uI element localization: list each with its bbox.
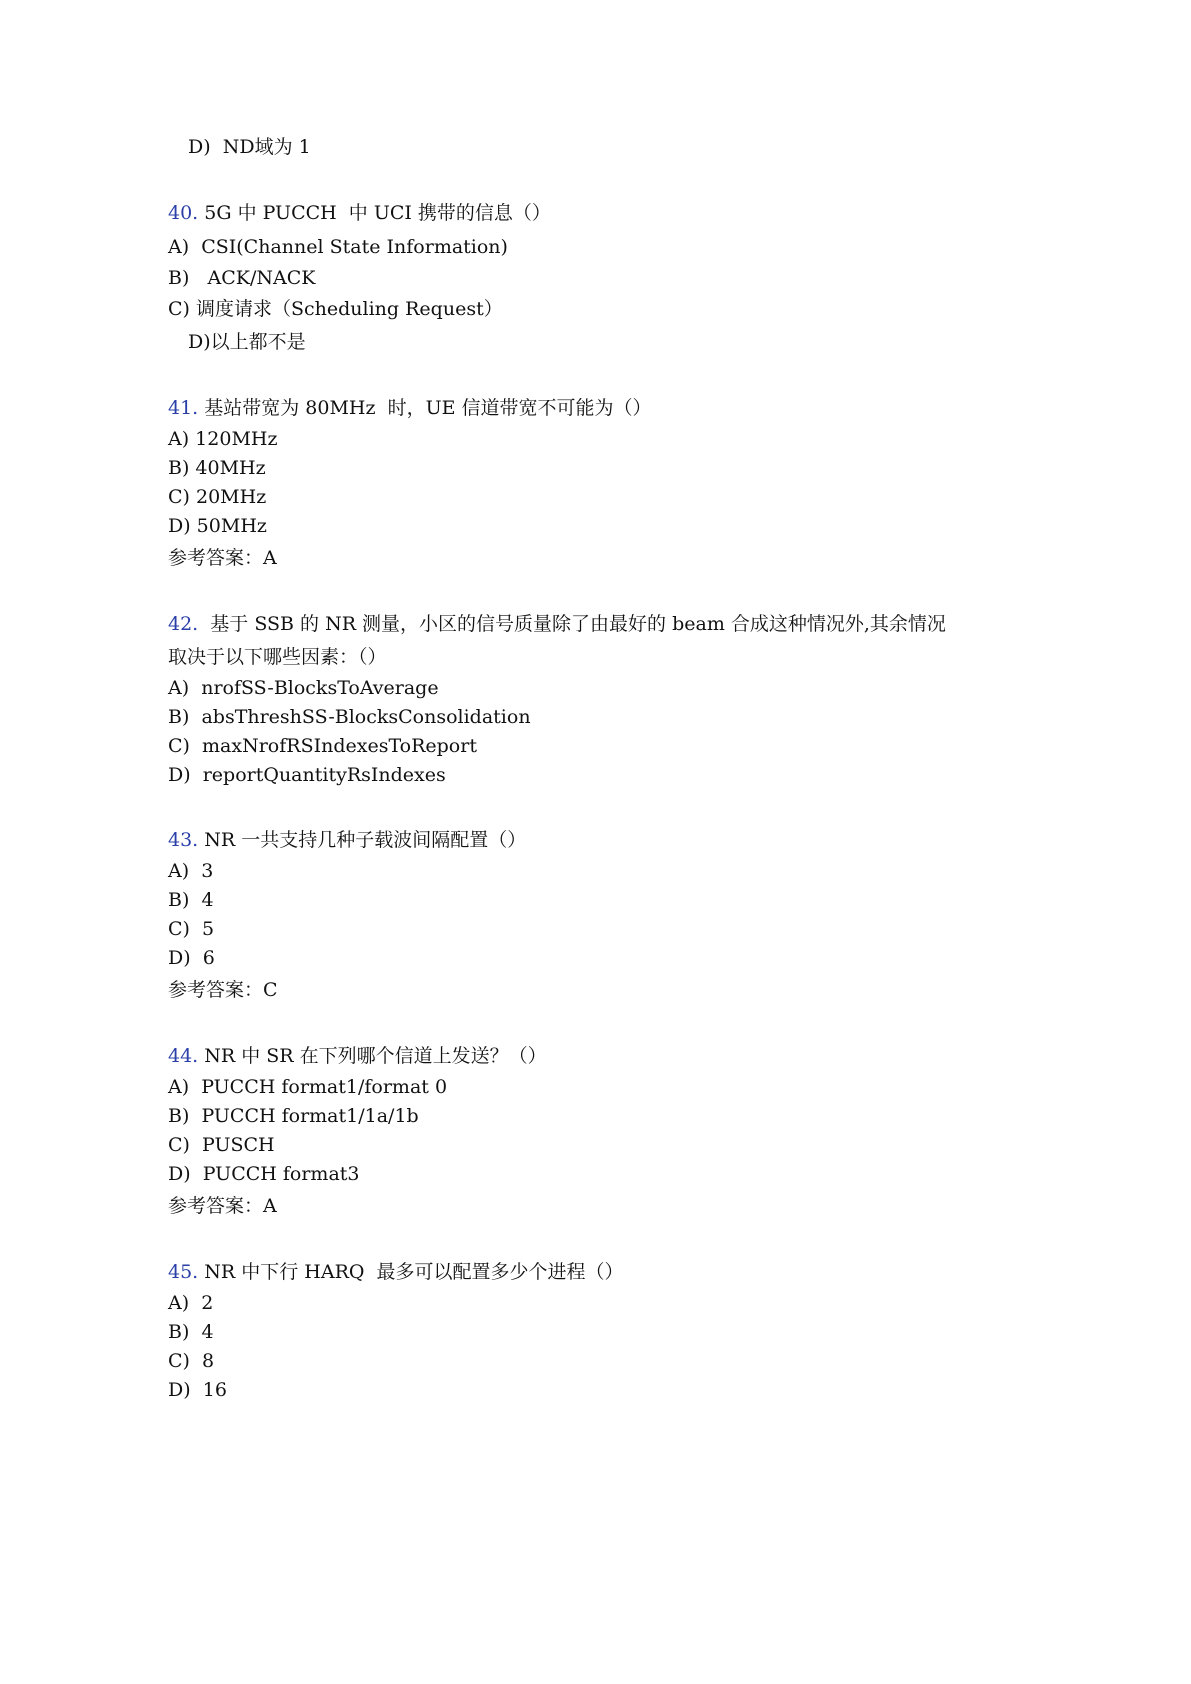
q44-option-c: C) PUSCH [168,1134,275,1156]
q45-option-b: B) 4 [168,1321,214,1343]
q44-text: NR 中 SR 在下列哪个信道上发送？（） [204,1045,547,1067]
q40-text: 5G 中 PUCCH 中 UCI 携带的信息（） [204,202,551,224]
q42-option-d: D) reportQuantityRsIndexes [168,764,446,786]
q41-option-a: A) 120MHz [168,428,278,450]
q43-text: NR 一共支持几种子载波间隔配置（） [204,829,527,851]
q40-number: 40. [168,202,199,224]
q43-option-c: C) 5 [168,918,215,940]
q45-option-d: D) 16 [168,1379,227,1401]
q44-stem [168,1043,547,1069]
q40-option-c: C) 调度请求（Scheduling Request） [168,298,503,320]
q41-number: 41. [168,397,199,419]
q42-number: 42. [168,613,199,635]
q40-stem [168,200,551,226]
q44-option-d: D) PUCCH format3 [168,1163,360,1185]
q45-number: 45. [168,1261,199,1283]
q43-number: 43. [168,829,199,851]
q42-option-c: C) maxNrofRSIndexesToReport [168,735,477,757]
q42-text: 基于 SSB 的 NR 测量，小区的信号质量除了由最好的 beam 合成这种情况外,其余情况 [204,613,946,635]
q41-text: 基站带宽为 80MHz 时，UE 信道带宽不可能为（） [204,397,652,419]
q42-stem-line2: 取决于以下哪些因素：（） [168,646,387,668]
q44-option-a: A) PUCCH format1/format 0 [168,1076,448,1098]
q43-answer: 参考答案：C [168,979,278,1001]
q45-option-a: A) 2 [168,1292,214,1314]
q41-answer: 参考答案：A [168,547,277,569]
q42-option-a: A) nrofSS-BlocksToAverage [168,677,439,699]
q42-option-b: B) absThreshSS-BlocksConsolidation [168,706,531,728]
q41-option-c: C) 20MHz [168,486,267,508]
q44-number: 44. [168,1045,199,1067]
q44-answer: 参考答案：A [168,1195,277,1217]
q43-option-a: A) 3 [168,860,214,882]
q43-option-b: B) 4 [168,889,214,911]
q41-stem [168,395,652,421]
q41-option-b: B) 40MHz [168,457,266,479]
q45-stem [168,1259,624,1285]
q40-option-a: A) CSI(Channel State Information) [168,236,508,258]
q42-stem [168,611,946,637]
q43-option-d: D) 6 [168,947,215,969]
q41-option-d: D) 50MHz [168,515,267,537]
q45-option-c: C) 8 [168,1350,215,1372]
q44-option-b: B) PUCCH format1/1a/1b [168,1105,419,1127]
q45-text: NR 中下行 HARQ 最多可以配置多少个进程（） [204,1261,624,1283]
q40-option-b: B) ACK/NACK [168,267,316,289]
q39-option-d: D) ND域为 1 [188,136,311,158]
q40-option-d: D)以上都不是 [188,331,306,353]
q43-stem [168,827,526,853]
